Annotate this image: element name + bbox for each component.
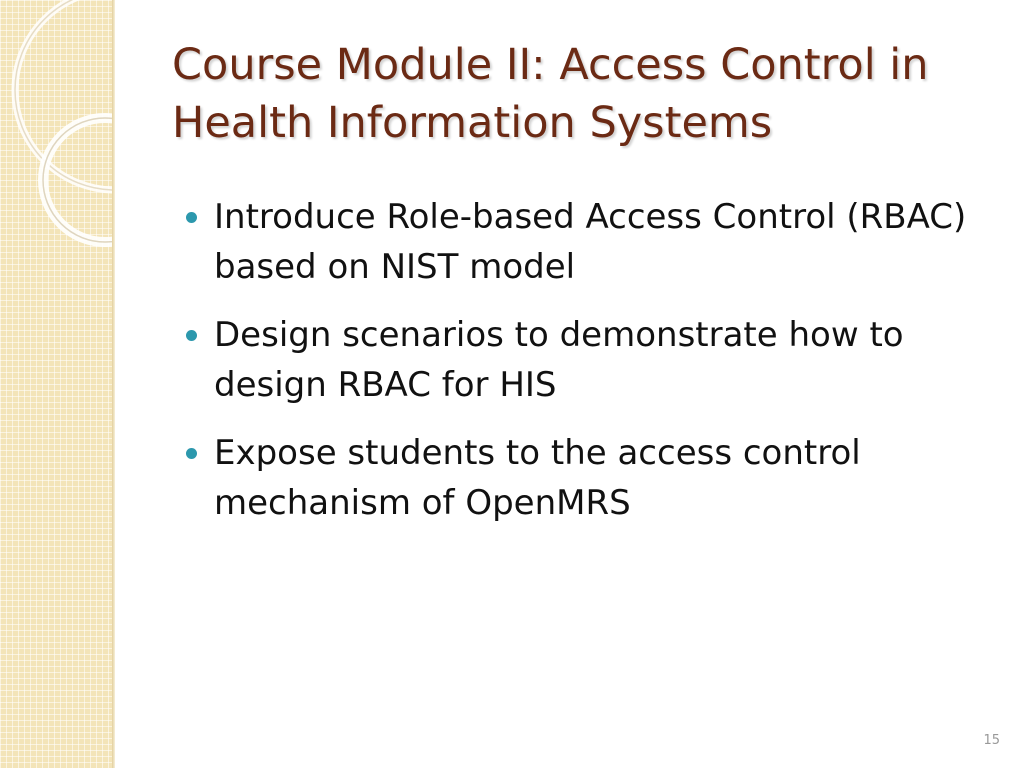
slide-title: [172, 36, 1002, 152]
bullet-text: Introduce Role-based Access Control (RBAC) based on NIST model: [214, 197, 967, 287]
bullet-text: Expose students to the access control mechanism of OpenMRS: [214, 433, 861, 523]
bullet-item: [186, 428, 986, 528]
bullet-item: [186, 310, 986, 410]
bullet-dot-icon: [186, 448, 197, 459]
sidebar-edge: [112, 0, 115, 768]
bullet-list: [186, 192, 986, 546]
slide-title-line-1: Course Module II: Access Control in: [172, 40, 929, 90]
slide-title-line-2: Health Information Systems: [172, 98, 773, 148]
bullet-dot-icon: [186, 212, 197, 223]
decorative-sidebar: [0, 0, 112, 768]
decorative-rings: [0, 0, 112, 768]
bullet-text: Design scenarios to demonstrate how to design RBAC for HIS: [214, 315, 904, 405]
bullet-item: [186, 192, 986, 292]
page-number: 15: [983, 733, 1000, 748]
bullet-dot-icon: [186, 330, 197, 341]
